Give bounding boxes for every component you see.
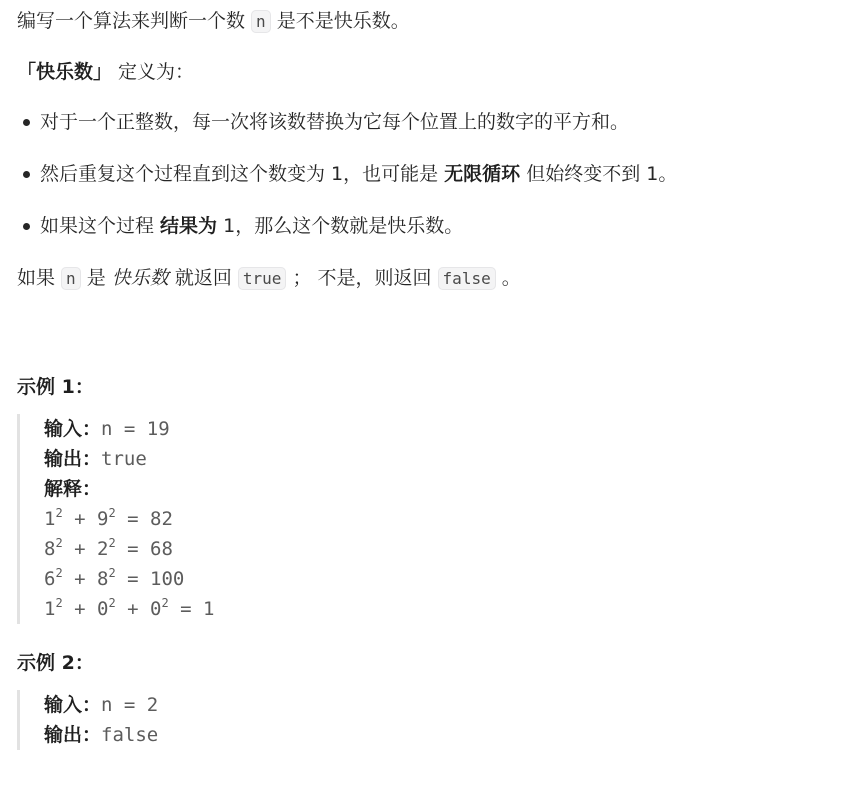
operator: + xyxy=(62,598,98,620)
problem-description xyxy=(17,6,857,750)
explanation-step-4 xyxy=(44,594,857,624)
bullet-icon xyxy=(23,223,30,230)
example-1-input xyxy=(44,414,857,444)
example-1-block xyxy=(17,414,857,624)
example-2-block xyxy=(17,690,857,750)
rule-bold-text: 无限循环 xyxy=(444,163,521,185)
example-1-output xyxy=(44,444,857,474)
operator: + xyxy=(62,568,98,590)
base-digit: 9 xyxy=(97,508,109,530)
base-digit: 8 xyxy=(44,538,56,560)
rule-item-2 xyxy=(17,159,857,189)
intro-text-after: 是不是快乐数。 xyxy=(270,10,410,32)
rule-text: 对于一个正整数，每一次将该数替换为它每个位置上的数字的平方和。 xyxy=(40,111,630,133)
input-value: n = 2 xyxy=(101,694,159,716)
input-value: n = 19 xyxy=(101,418,170,440)
return-text: 是 xyxy=(80,267,112,289)
bullet-icon xyxy=(23,119,30,126)
exponent: 2 xyxy=(55,506,63,520)
rule-item-1 xyxy=(17,107,857,137)
intro-paragraph xyxy=(17,6,857,37)
explanation-step-1 xyxy=(44,504,857,534)
inline-code-false: false xyxy=(438,267,496,290)
base-digit: 0 xyxy=(150,598,162,620)
inline-code-n: n xyxy=(251,10,271,33)
output-label: 输出： xyxy=(44,724,102,746)
return-text: 如果 xyxy=(17,267,62,289)
operator: + xyxy=(62,538,98,560)
output-value: true xyxy=(101,448,147,470)
definition-paragraph xyxy=(17,57,857,87)
rule-text-after: 1，那么这个数就是快乐数。 xyxy=(217,215,464,237)
inline-code-n: n xyxy=(61,267,81,290)
operator: + xyxy=(115,598,151,620)
rule-text-before: 然后重复这个过程直到这个数变为 1，也可能是 xyxy=(40,163,445,185)
inline-code-true: true xyxy=(238,267,287,290)
bullet-icon xyxy=(23,171,30,178)
happy-number-emphasis: 快乐数 xyxy=(111,267,169,289)
intro-text-before: 编写一个算法来判断一个数 xyxy=(17,10,252,32)
example-1-explanation xyxy=(44,474,857,504)
output-label: 输出： xyxy=(44,448,102,470)
exponent: 2 xyxy=(55,566,63,580)
base-digit: 1 xyxy=(44,598,56,620)
rule-text-before: 如果这个过程 xyxy=(40,215,161,237)
definition-text: 定义为： xyxy=(112,61,195,83)
exponent: 2 xyxy=(108,506,116,520)
explanation-step-2 xyxy=(44,534,857,564)
example-1-title: 示例 1： xyxy=(17,376,94,398)
example-2-title: 示例 2： xyxy=(17,652,94,674)
step-result: = 100 xyxy=(115,568,185,590)
explanation-label: 解释： xyxy=(44,478,102,500)
example-2-input xyxy=(44,690,857,720)
return-text: ； 不是，则返回 xyxy=(286,267,438,289)
return-paragraph xyxy=(17,263,857,294)
base-digit: 6 xyxy=(44,568,56,590)
return-text: 。 xyxy=(495,267,521,289)
rules-list xyxy=(17,107,857,241)
base-digit: 8 xyxy=(97,568,109,590)
step-result: = 82 xyxy=(115,508,173,530)
input-label: 输入： xyxy=(44,418,102,440)
base-digit: 2 xyxy=(97,538,109,560)
happy-number-term: 「快乐数」 xyxy=(17,61,113,83)
output-value: false xyxy=(101,724,159,746)
return-text: 就返回 xyxy=(168,267,238,289)
explanation-step-3 xyxy=(44,564,857,594)
rule-text-after: 但始终变不到 1。 xyxy=(520,163,678,185)
rule-item-3 xyxy=(17,211,857,241)
exponent: 2 xyxy=(55,596,63,610)
exponent: 2 xyxy=(108,566,116,580)
base-digit: 0 xyxy=(97,598,109,620)
base-digit: 1 xyxy=(44,508,56,530)
input-label: 输入： xyxy=(44,694,102,716)
exponent: 2 xyxy=(108,536,116,550)
rule-bold-text: 结果为 xyxy=(160,215,218,237)
example-2-output xyxy=(44,720,857,750)
step-result: = 1 xyxy=(168,598,215,620)
operator: + xyxy=(62,508,98,530)
exponent: 2 xyxy=(55,536,63,550)
exponent: 2 xyxy=(108,596,116,610)
step-result: = 68 xyxy=(115,538,173,560)
exponent: 2 xyxy=(161,596,169,610)
